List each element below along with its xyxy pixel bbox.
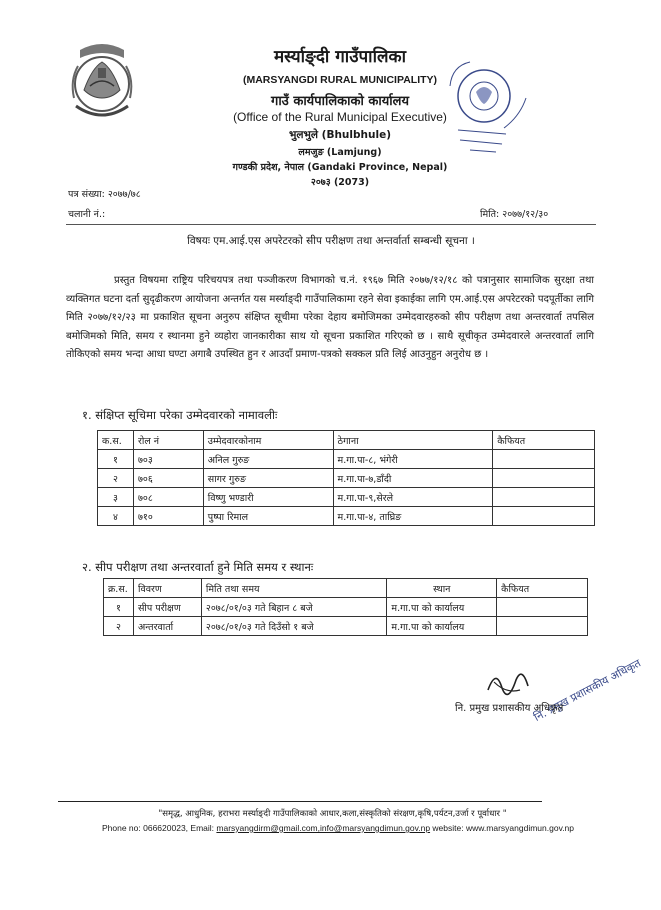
table-cell: म.गा.पा को कार्यालय bbox=[387, 617, 497, 636]
signer-title: नि. प्रमुख प्रशासकीय अधिकृत bbox=[455, 703, 564, 714]
table-cell: ७१० bbox=[133, 507, 203, 526]
office-place: भुलभुले (Bhulbhule) bbox=[289, 129, 391, 141]
notice-body: प्रस्तुत विषयमा राष्ट्रिय परिचयपत्र तथा पञ्जीकरण विभागको च.नं. १९६७ मिति २०७७/१२/१८ को पत्रानुसार सामाजिक सुरक्षा तथा व्यक्तिगत घटना दर्ता सुदृढीकरण आयोजना अन्तर्गत यस मर्स्याङ्दी गाउँपालिकामा रहने सेवा इकाईका लागि एम.आई.एस अपरेटरको पदपूर्तीका लागि मिति २०७७/१२/२३ मा प्रकाशित सूचना अनुरुप संक्षिप्त सूचीमा परेका देहाय बमोजिमका उम्मेदवारहरुको सीप परीक्षण तथा अन्तरवार्ता तपसिल बमोजिमको मिति, समय र स्थानमा हुने व्यहोरा जानकारीका साथ यो सूचना प्रकाशित गरिएको छ । साथै सूचीकृत उम्मेदवारले अन्तरवार्ता लागि तोकिएको समय भन्दा आधा घण्टा अगाबै उपस्थित हुन र आउदाँ प्रमाण-पत्रको सक्कल प्रति लिई आउनुहुन अनुरोध छ । bbox=[66, 275, 594, 360]
column-header: कैफियत bbox=[493, 431, 595, 450]
table-header-row bbox=[104, 579, 588, 598]
table-cell: ७०३ bbox=[133, 450, 203, 469]
letter-date-value: २०७७/१२/३० bbox=[502, 209, 549, 220]
letter-number-label: पत्र संख्या: bbox=[68, 189, 105, 200]
section-schedule-heading: २. सीप परीक्षण तथा अन्तरवार्ता हुने मिति समय र स्थानः bbox=[82, 560, 314, 574]
letter-number-value: २०७७/७८ bbox=[107, 189, 141, 200]
column-header: रोल नं bbox=[133, 431, 203, 450]
footer-divider bbox=[58, 801, 542, 802]
table-cell: ७०८ bbox=[133, 488, 203, 507]
schedule-table bbox=[103, 578, 588, 636]
table-cell: म.गा.पा-७,डाँदी bbox=[333, 469, 493, 488]
section-candidates-heading: १. संक्षिप्त सूचिमा परेका उम्मेदवारको नामावलीः bbox=[82, 408, 278, 422]
column-header: स्थान bbox=[387, 579, 497, 598]
table-cell: म.गा.पा को कार्यालय bbox=[387, 598, 497, 617]
table-cell: म.गा.पा-४, ताघ्रिङ bbox=[333, 507, 493, 526]
table-cell: ७०६ bbox=[133, 469, 203, 488]
municipality-name-nepali: मर्स्याङ्दी गाउँपालिका bbox=[274, 47, 406, 67]
stamp-text: नि. प्रमुख प्रशासकीय अधिकृत bbox=[531, 656, 643, 725]
table-cell bbox=[493, 488, 595, 507]
email-link[interactable]: marsyangdirm@gmail.com,info@marsyangdimun.gov.np bbox=[216, 823, 431, 833]
table-row bbox=[98, 488, 595, 507]
table-cell: ४ bbox=[98, 507, 134, 526]
table-cell: १ bbox=[104, 598, 134, 617]
table-cell: अन्तरवार्ता bbox=[133, 617, 201, 636]
table-cell: २०७८/०१/०३ गते दिउँसो १ बजे bbox=[201, 617, 387, 636]
column-header: क.स. bbox=[98, 431, 134, 450]
table-cell: २ bbox=[98, 469, 134, 488]
table-cell: २ bbox=[104, 617, 134, 636]
office-seal-icon bbox=[440, 56, 536, 160]
table-cell bbox=[493, 469, 595, 488]
office-name-nepali: गाउँ कार्यपालिकाको कार्यालय bbox=[271, 94, 409, 109]
column-header: मिति तथा समय bbox=[201, 579, 387, 598]
office-province: गण्डकी प्रदेश, नेपाल (Gandaki Province, Nepal) bbox=[232, 162, 448, 173]
table-row bbox=[98, 469, 595, 488]
table-cell: १ bbox=[98, 450, 134, 469]
table-cell: सागर गुरुङ bbox=[203, 469, 333, 488]
table-cell: विष्णु भण्डारी bbox=[203, 488, 333, 507]
table-header-row bbox=[98, 431, 595, 450]
notice-subject: विषयः एम.आई.एस अपरेटरको सीप परीक्षण तथा अन्तर्वार्ता सम्बन्धी सूचना । bbox=[187, 235, 475, 247]
column-header: कैफियत bbox=[497, 579, 588, 598]
table-row bbox=[104, 598, 588, 617]
column-header: उम्मेदवारकोनाम bbox=[203, 431, 333, 450]
footer-contact bbox=[58, 823, 618, 833]
website-link[interactable]: www.marsyangdimun.gov.np bbox=[465, 823, 575, 833]
footer-motto: "समृद्ध, आधुनिक, हराभरा मर्स्याङ्दी गाउँपालिकाको आधार,कला,संस्कृतिको संरक्षण,कृषि,पर्यटन,उर्जा र पूर्वाधार " bbox=[158, 809, 507, 819]
candidates-table bbox=[97, 430, 595, 526]
table-cell bbox=[497, 617, 588, 636]
table-cell bbox=[493, 450, 595, 469]
phone-label: Phone no: bbox=[101, 823, 141, 833]
table-row bbox=[104, 617, 588, 636]
column-header: विवरण bbox=[133, 579, 201, 598]
municipality-name-english: (MARSYANGDI RURAL MUNICIPALITY) bbox=[242, 74, 438, 86]
table-cell: सीप परीक्षण bbox=[133, 598, 201, 617]
nepal-emblem-icon bbox=[66, 40, 138, 128]
table-cell: म.गा.पा-९,सेरले bbox=[333, 488, 493, 507]
office-established-year: २०७३ (2073) bbox=[310, 177, 370, 188]
letter-number bbox=[68, 187, 141, 200]
dispatch-number bbox=[68, 207, 105, 220]
table-row bbox=[98, 450, 595, 469]
table-cell: ३ bbox=[98, 488, 134, 507]
table-cell bbox=[493, 507, 595, 526]
office-district: लमजुङ (Lamjung) bbox=[298, 147, 382, 158]
office-name-english: (Office of the Rural Municipal Executive) bbox=[233, 110, 447, 124]
letter-date-label: मिति: bbox=[480, 209, 500, 220]
email-label: Email: bbox=[190, 823, 215, 833]
table-cell: २०७८/०१/०३ गते बिहान ८ बजे bbox=[201, 598, 387, 617]
phone-value: 066620023, bbox=[143, 823, 189, 833]
table-row bbox=[98, 507, 595, 526]
column-header: ठेगाना bbox=[333, 431, 493, 450]
column-header: क्र.स. bbox=[104, 579, 134, 598]
dispatch-number-label: चलानी नं.: bbox=[68, 209, 106, 220]
table-cell: म.गा.पा-८, भंगेरी bbox=[333, 450, 493, 469]
letter-date bbox=[480, 207, 548, 220]
table-cell: अनिल गुरुङ bbox=[203, 450, 333, 469]
website-label: website: bbox=[432, 823, 464, 833]
table-cell: पुष्पा रिमाल bbox=[203, 507, 333, 526]
table-cell bbox=[497, 598, 588, 617]
header-divider bbox=[66, 224, 596, 225]
